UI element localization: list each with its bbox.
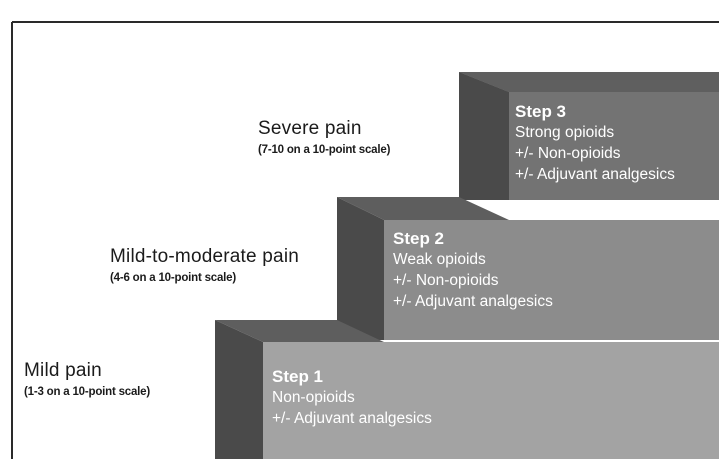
step3-line: +/- Non-opioids xyxy=(515,145,621,162)
level2-scale: (4-6 on a 10-point scale) xyxy=(110,272,237,284)
step2-side-face xyxy=(337,197,384,340)
level1-pain: Mild pain xyxy=(24,360,102,381)
step1-text xyxy=(272,366,432,429)
step3-line: Strong opioids xyxy=(515,124,615,141)
step1-line: +/- Adjuvant analgesics xyxy=(272,410,432,427)
step3-title: Step 3 xyxy=(515,102,567,121)
step1-title: Step 1 xyxy=(272,367,324,386)
step2-line: Weak opioids xyxy=(393,251,486,268)
step2-line: +/- Non-opioids xyxy=(393,272,499,289)
level1-scale: (1-3 on a 10-point scale) xyxy=(24,386,151,398)
level1-label xyxy=(24,360,150,398)
step3-side-face xyxy=(459,72,509,200)
step2-title: Step 2 xyxy=(393,229,445,248)
step3-line: +/- Adjuvant analgesics xyxy=(515,166,675,183)
step3-text xyxy=(515,101,675,185)
level3-label xyxy=(258,118,390,156)
step1-line: Non-opioids xyxy=(272,389,355,406)
step2-line: +/- Adjuvant analgesics xyxy=(393,293,553,310)
level3-pain: Severe pain xyxy=(258,118,362,139)
level3-scale: (7-10 on a 10-point scale) xyxy=(258,144,391,156)
level2-label xyxy=(110,246,299,284)
step2-text xyxy=(393,228,553,312)
level2-pain: Mild-to-moderate pain xyxy=(110,246,300,267)
step1-side-face xyxy=(215,320,263,459)
